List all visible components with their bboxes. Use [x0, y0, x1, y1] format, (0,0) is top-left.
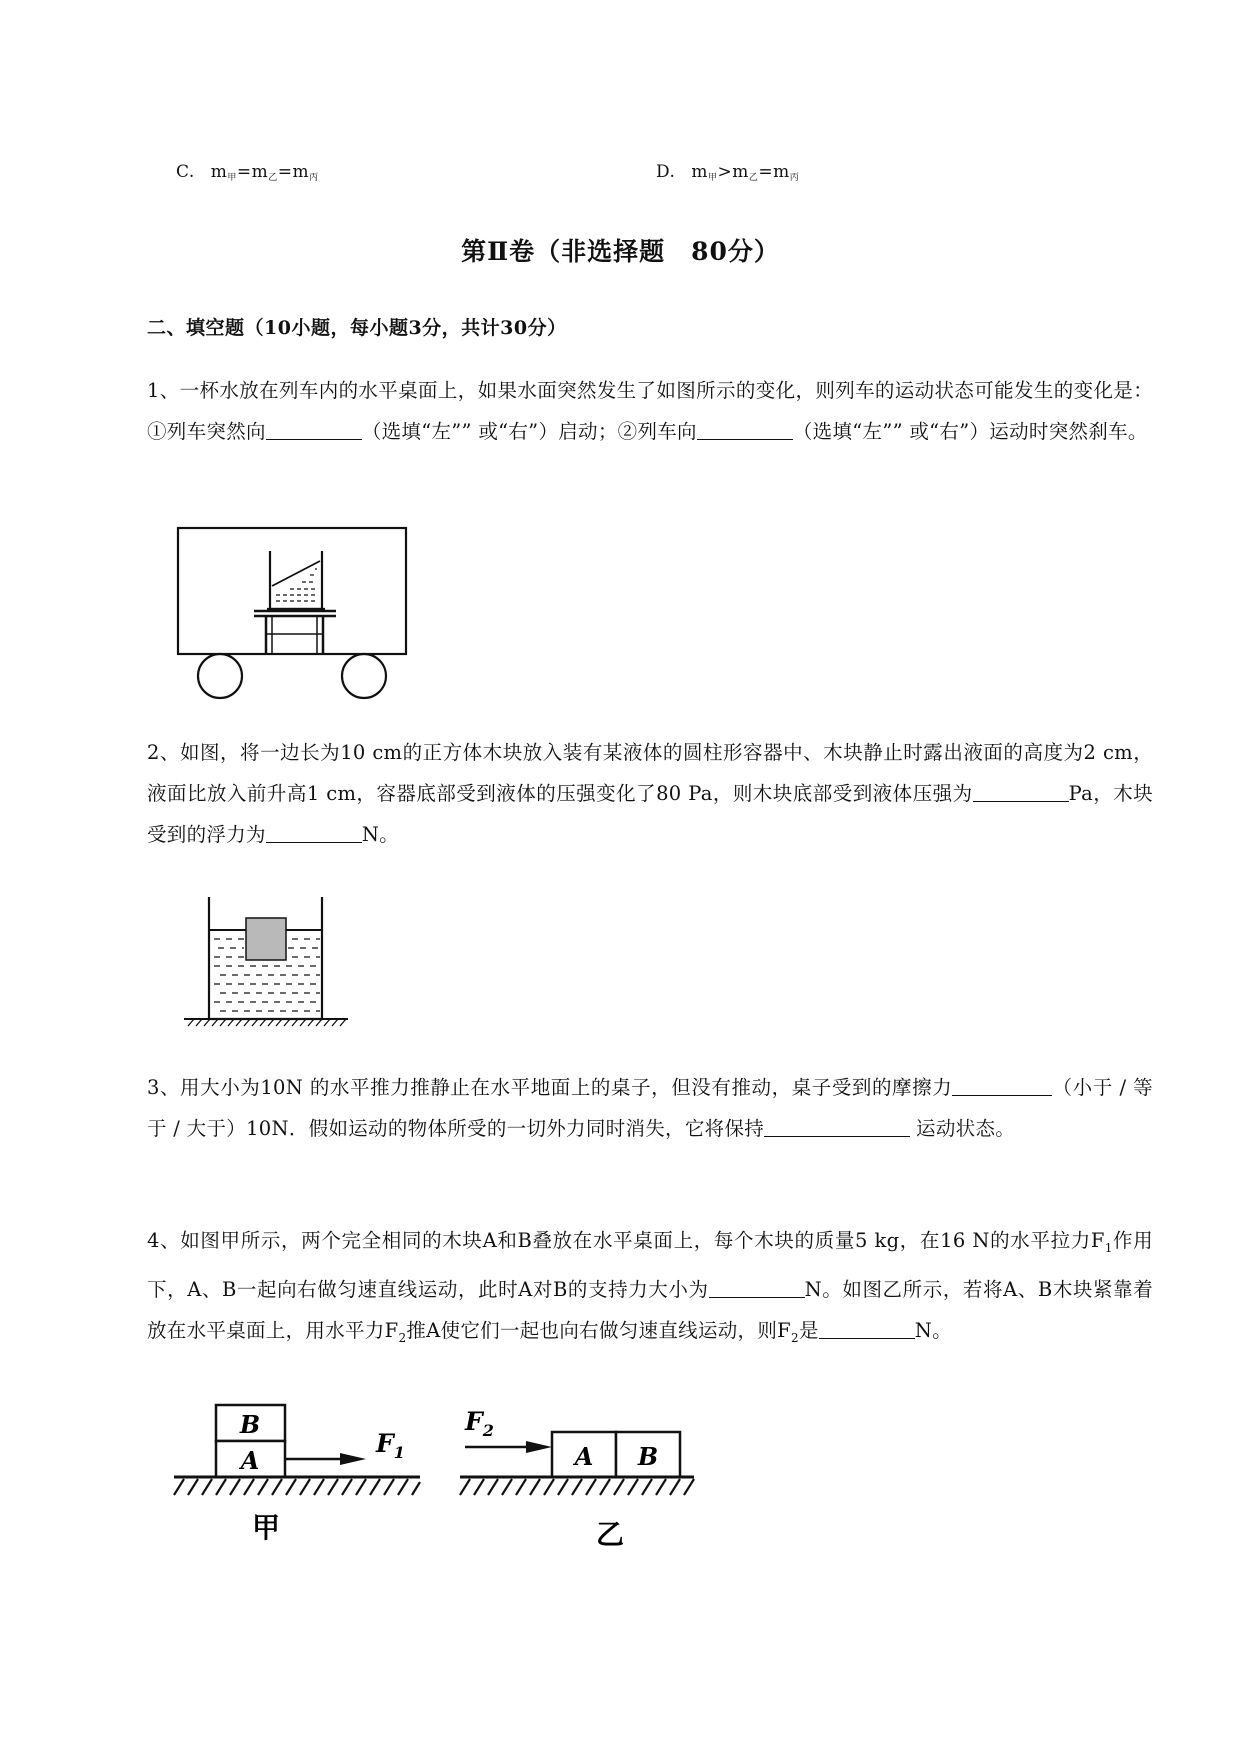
- question-1-text: （选填“左”” 或“右”）运动时突然刹车。: [792, 420, 1148, 443]
- figure-jia: [174, 1405, 420, 1544]
- mass-symbol: m: [251, 162, 269, 182]
- answer-blank[interactable]: [709, 1275, 805, 1298]
- subscript-bing: 丙: [309, 173, 319, 183]
- block-a-label: A: [574, 1442, 594, 1471]
- answer-blank[interactable]: [266, 820, 362, 843]
- mass-symbol: m: [292, 162, 310, 182]
- block-b-label: B: [239, 1410, 261, 1439]
- question-1-text: （选填“左”” 或“右”）启动；②列车向: [361, 420, 697, 443]
- question-4-text: N。如图乙所示，若将A、B木块紧靠着放在水平桌面上，用水平力F: [147, 1277, 1154, 1342]
- question-4-text: 4、如图甲所示，两个完全相同的木块A和B叠放在水平桌面上，每个木块的质量5 kg，在16 N的水平拉力F: [147, 1229, 1105, 1252]
- question-1: [147, 370, 1153, 452]
- subscript-jia: 甲: [227, 173, 237, 183]
- option-c: [176, 162, 319, 183]
- section-title: 第Ⅱ卷（非选择题 80分）: [461, 237, 780, 266]
- answer-blank[interactable]: [764, 1114, 910, 1137]
- water-glass: [267, 551, 325, 609]
- question-3-text: 运动状态。: [916, 1117, 1016, 1140]
- blocks-figure: [170, 1400, 710, 1570]
- block-a-label: A: [240, 1446, 260, 1475]
- train-figure: [170, 525, 415, 707]
- part-title: 二、填空题（10小题，每小题3分，共计30分）: [147, 317, 567, 339]
- subscript-yi: 乙: [268, 173, 278, 183]
- subscript-jia: 甲: [707, 173, 718, 183]
- subscript-yi: 乙: [748, 173, 759, 183]
- answer-blank[interactable]: [819, 1316, 915, 1339]
- operator: =: [758, 162, 774, 182]
- mass-symbol: m: [732, 162, 749, 182]
- figure-yi: [460, 1407, 694, 1551]
- operator: >: [717, 162, 733, 182]
- train-wheel-right: [342, 654, 386, 698]
- answer-blank[interactable]: [952, 1073, 1052, 1096]
- mass-symbol: m: [773, 162, 790, 182]
- question-4: [147, 1220, 1153, 1359]
- table: [254, 611, 336, 654]
- subscript: 2: [398, 1330, 407, 1345]
- mass-symbol: m: [210, 162, 228, 182]
- answer-blank[interactable]: [697, 417, 793, 440]
- operator: =: [277, 162, 293, 182]
- container-figure: [176, 895, 356, 1027]
- subscript: 2: [791, 1330, 799, 1345]
- wood-block: [246, 918, 286, 960]
- question-2: [147, 732, 1153, 855]
- question-4-text: 作用下，A、B一起向右做匀速直线运动，此时A对B的支持力大小为: [147, 1229, 1153, 1301]
- arrowhead: [340, 1453, 366, 1465]
- mass-symbol: m: [691, 162, 708, 182]
- question-1-text: 1、一杯水放在列车内的水平桌面上，如果水面突然发生了如图所示的变化，则列车的运动状态可能发生的变化是：①列车突然向: [147, 379, 1153, 443]
- ground-hatching: [174, 1479, 420, 1495]
- question-2-text: 2、如图，将一边长为10 cm的正方体木块放入装有某液体的圆柱形容器中、木块静止时露出液面的高度为2 cm，液面比放入前升高1 cm，容器底部受到液体的压强变化了80 Pa，则木块底部受到液体压强为: [147, 741, 1153, 805]
- force-label-f2: $F_2$: [465, 1407, 494, 1440]
- train-wheel-left: [198, 654, 242, 698]
- question-4-text: 是: [798, 1318, 819, 1342]
- question-3-text: （小于 / 等于 / 大于）10N．假如运动的物体所受的一切外力同时消失，它将保持: [147, 1076, 1153, 1140]
- caption-yi: 乙: [595, 1518, 625, 1551]
- option-d: [656, 162, 799, 183]
- option-d-letter: D.: [656, 162, 676, 182]
- subscript: 1: [1104, 1240, 1113, 1255]
- subscript-bing: 丙: [789, 173, 800, 183]
- question-2-text: Pa，木块受到的浮力为: [147, 782, 1154, 846]
- force-label-f1: $F_1$: [376, 1429, 405, 1462]
- question-3: [147, 1067, 1153, 1149]
- answer-blank[interactable]: [973, 779, 1069, 802]
- question-4-text: 推A使它们一起也向右做匀速直线运动，则F: [406, 1318, 791, 1342]
- question-3-text: 3、用大小为10N 的水平推力推静止在水平地面上的桌子，但没有推动，桌子受到的摩擦力: [147, 1076, 953, 1099]
- operator: =: [236, 162, 252, 182]
- block-b-label: B: [637, 1442, 659, 1471]
- question-4-text: N。: [914, 1318, 952, 1342]
- caption-jia: 甲: [251, 1511, 281, 1544]
- option-c-letter: C.: [176, 162, 195, 182]
- arrowhead: [526, 1441, 552, 1453]
- ground-hatching: [460, 1479, 694, 1495]
- answer-blank[interactable]: [266, 417, 362, 440]
- question-2-text: N。: [361, 823, 399, 846]
